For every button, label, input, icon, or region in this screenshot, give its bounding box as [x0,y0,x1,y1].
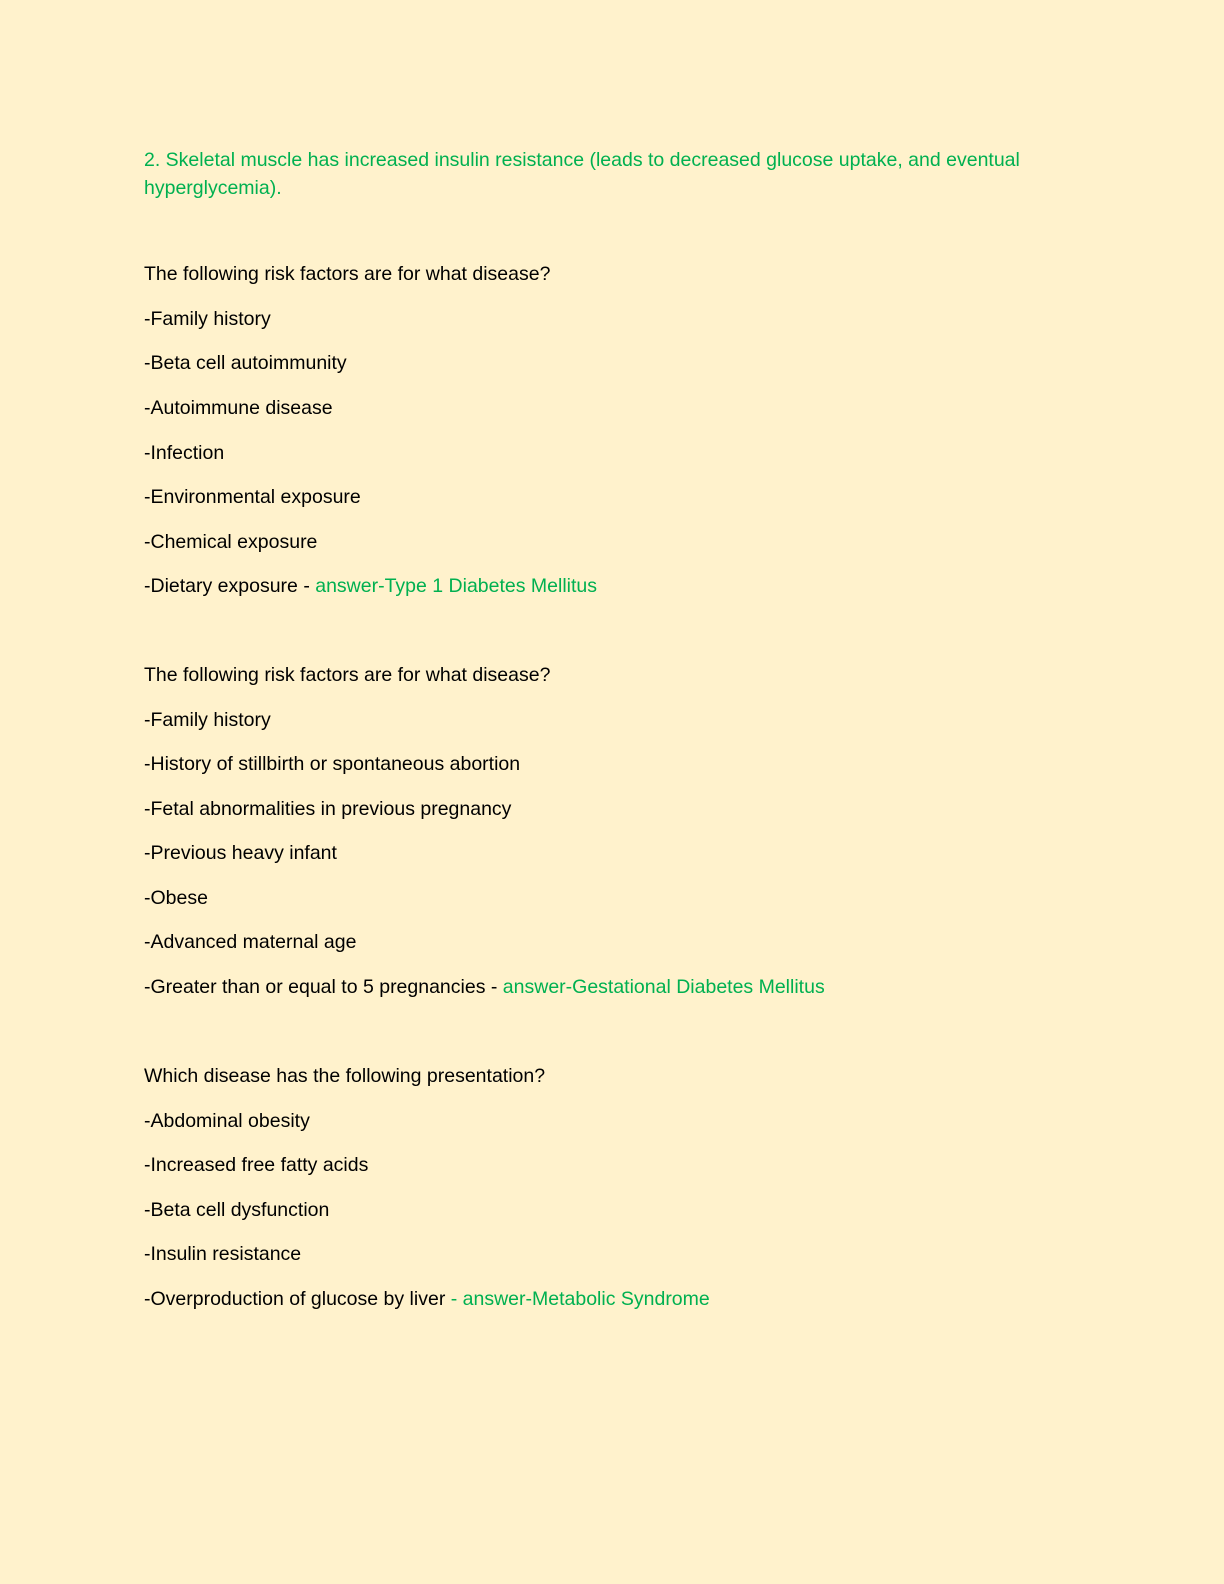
question-1-last-item-row [144,574,597,598]
question-1-prompt: The following risk factors are for what disease? [144,263,551,285]
question-1-item: -Family history [144,308,271,330]
question-3-item: -Overproduction of glucose by liver [144,1288,446,1310]
question-1-item: -Environmental exposure [144,486,361,508]
question-3-item: -Insulin resistance [144,1243,302,1265]
question-2-item: -Family history [144,709,271,731]
question-2-item: -Obese [144,887,208,909]
question-1-item: -Infection [144,442,225,464]
question-1-item: -Dietary exposure - [144,575,316,597]
question-2-item: -Greater than or equal to 5 pregnancies - [144,976,503,998]
question-2-answer: answer-Gestational Diabetes Mellitus [502,976,825,998]
question-2-last-item-row [144,975,825,999]
question-2-prompt: The following risk factors are for what disease? [144,664,551,686]
question-1-answer: answer-Type 1 Diabetes Mellitus [315,575,598,597]
question-2-item: -Previous heavy infant [144,842,337,864]
question-1-item: -Chemical exposure [144,531,318,553]
question-3-item: -Beta cell dysfunction [144,1199,330,1221]
question-3-last-item-row [144,1287,710,1311]
question-3-item: -Abdominal obesity [144,1110,310,1132]
question-1-item: -Beta cell autoimmunity [144,352,347,374]
intro-answer-text: 2. Skeletal muscle has increased insulin resistance (leads to decreased glucose uptake, and eventual hyperglycemia). [144,149,1020,199]
question-3-prompt: Which disease has the following presentation? [144,1065,546,1087]
question-2-item: -History of stillbirth or spontaneous abortion [144,753,521,775]
question-2-item: -Advanced maternal age [144,931,357,953]
question-1-item: -Autoimmune disease [144,397,333,419]
question-3-answer: - answer-Metabolic Syndrome [445,1288,710,1310]
question-2-item: -Fetal abnormalities in previous pregnancy [144,798,512,820]
question-3-item: -Increased free fatty acids [144,1154,369,1176]
